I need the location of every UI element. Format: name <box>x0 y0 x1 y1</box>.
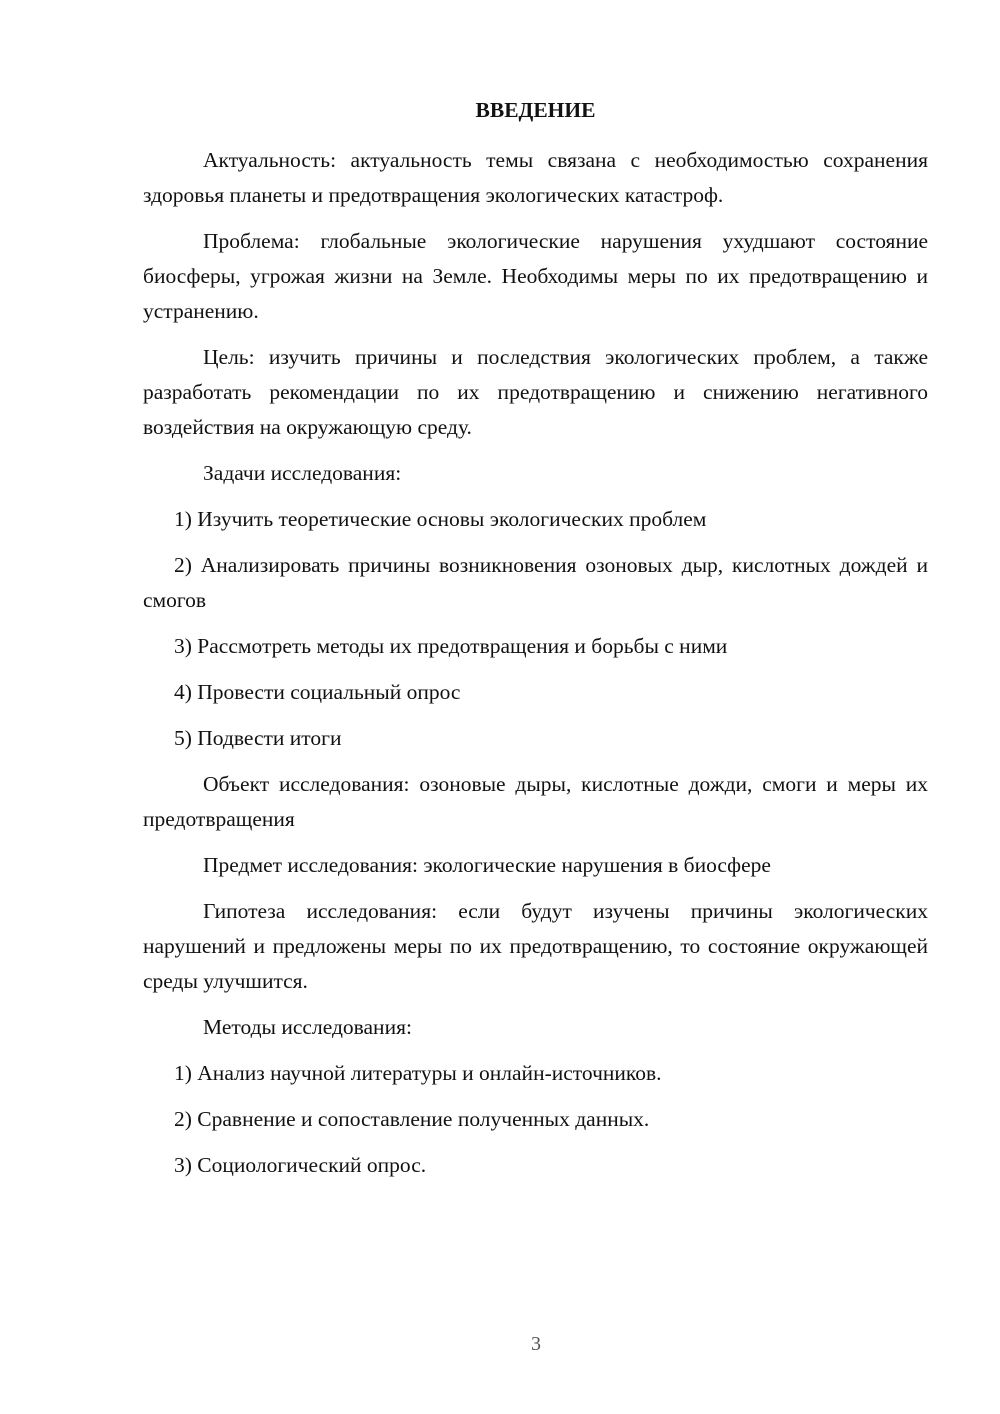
subject-paragraph: Предмет исследования: экологические нарушения в биосфере <box>203 853 771 877</box>
tasks-heading: Задачи исследования: <box>203 461 402 485</box>
method-item-2: 2) Сравнение и сопоставление полученных данных. <box>174 1107 650 1131</box>
goal-paragraph: Цель: изучить причины и последствия экологических проблем, а также разработать рекомендации по их предотвращению и снижению негативного воздействия на окружающую среду. <box>143 345 928 439</box>
task-item-5: 5) Подвести итоги <box>174 726 342 750</box>
task-item-4: 4) Провести социальный опрос <box>174 680 461 704</box>
task-item-3: 3) Рассмотреть методы их предотвращения и борьбы с ними <box>174 634 728 658</box>
document-page <box>143 95 928 1194</box>
problem-paragraph: Проблема: глобальные экологические нарушения ухудшают состояние биосферы, угрожая жизни на Земле. Необходимы меры по их предотвращению и устранению. <box>143 229 928 323</box>
page-number: 3 <box>531 1333 541 1355</box>
task-item-1: 1) Изучить теоретические основы экологических проблем <box>174 507 707 531</box>
hypothesis-paragraph: Гипотеза исследования: если будут изучены причины экологических нарушений и предложены меры по их предотвращению, то состояние окружающей среды улучшится. <box>143 899 928 993</box>
methods-heading: Методы исследования: <box>203 1015 412 1039</box>
method-item-1: 1) Анализ научной литературы и онлайн-источников. <box>174 1061 662 1085</box>
method-item-3: 3) Социологический опрос. <box>174 1153 427 1177</box>
relevance-paragraph: Актуальность: актуальность темы связана с необходимостью сохранения здоровья планеты и предотвращения экологических катастроф. <box>143 148 928 207</box>
page-title: ВВЕДЕНИЕ <box>475 98 596 122</box>
task-item-2: 2) Анализировать причины возникновения озоновых дыр, кислотных дождей и смогов <box>143 553 928 612</box>
object-paragraph: Объект исследования: озоновые дыры, кислотные дожди, смоги и меры их предотвращения <box>143 772 928 831</box>
